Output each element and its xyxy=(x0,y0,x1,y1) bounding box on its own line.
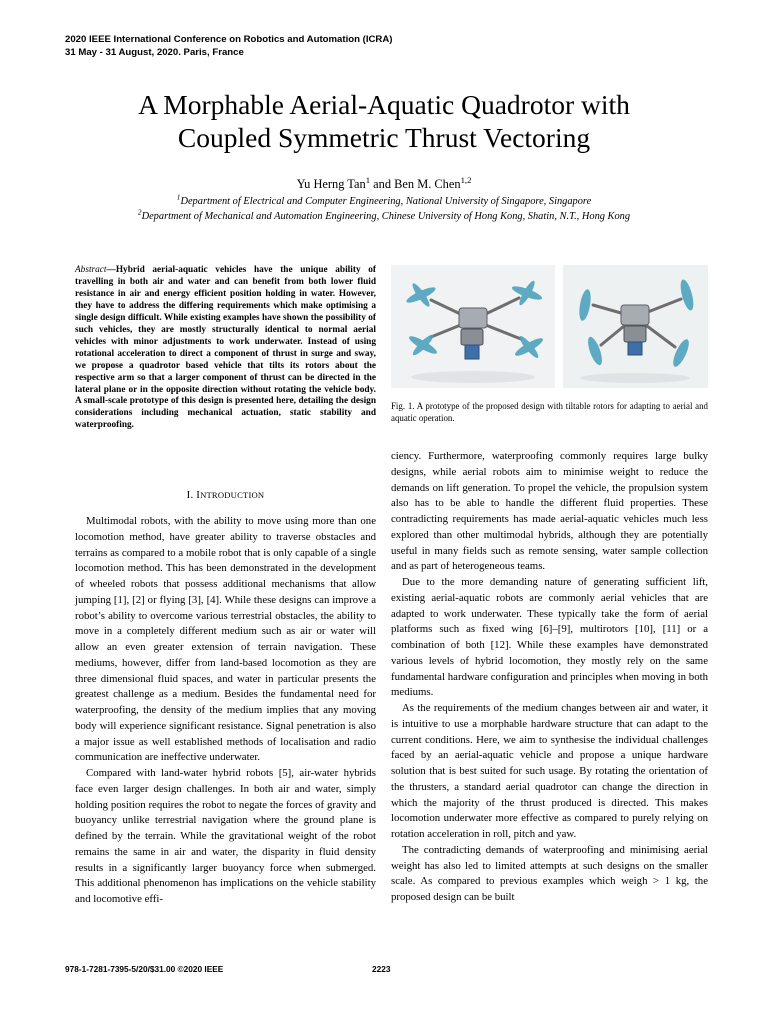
affiliation-text: Department of Electrical and Computer Engineering, National University of Singapore, Singapore xyxy=(180,196,592,207)
body-paragraph: The contradicting demands of waterproofing and minimising aerial weight has also led to limited attempts at such designs on the smaller scale. As compared to previous examples which weigh > 1 kg, the proposed design can be built xyxy=(391,843,708,903)
page-number: 2223 xyxy=(372,964,391,974)
author-conjunction: and xyxy=(373,177,392,191)
title-line-1: A Morphable Aerial-Aquatic Quadrotor with xyxy=(138,89,630,120)
body-paragraph: ciency. Furthermore, waterproofing commonly requires large bulky designs, while aerial robots aim to minimise weight to reduce the demands on lift generation. To propel the vehicle, the propulsion system also has to be able to handle the different fluid properties. These contradicting requirements has made aerial-aquatic vehicles much less explored than other multimodal hybrids, although they are potentially useful in many fields such as remote sensing, water sample collection and as part of heterogeneous teams. xyxy=(391,450,708,573)
affiliation-text: Department of Mechanical and Automation Engineering, Chinese University of Hong Kong, Shatin, N.T., Hong Kong xyxy=(141,211,631,222)
drone-illustration xyxy=(391,265,555,388)
author-superscript: 1 xyxy=(365,174,371,185)
footer-isbn: 978-1-7281-7395-5/20/$31.00 ©2020 IEEE xyxy=(65,964,224,974)
body-paragraph: Compared with land-water hybrid robots [5], air-water hybrids face even larger design challenges. In both air and water, simply holding position requires the robot to negate the forces of gravity and buoyancy unlike terrestrial navigation where the ground plane is defined by the terrain. While the gravitational weight of the robot remains the same in air and water, the disparity in fluid density results in a significantly larger buoyancy force when submerged. This additional phenomenon has implications on the vehicle stability and locomotive effi- xyxy=(75,767,376,905)
conference-name: 2020 IEEE International Conference on Robotics and Automation (ICRA) xyxy=(65,34,393,45)
affiliation-superscript: 2 xyxy=(137,208,142,217)
right-column-body xyxy=(391,449,708,906)
conference-dates: 31 May - 31 August, 2020. Paris, France xyxy=(65,46,244,58)
figure-photo-left xyxy=(391,265,555,388)
section-heading xyxy=(75,489,376,501)
paper-title xyxy=(0,88,768,154)
affiliation xyxy=(0,193,768,207)
affiliation xyxy=(0,208,768,222)
left-column-body xyxy=(75,514,376,908)
author-list xyxy=(0,174,768,192)
author-name: Yu Herng Tan xyxy=(296,177,366,191)
section-numeral: I. xyxy=(186,489,197,501)
figure-photo-right xyxy=(563,265,708,388)
abstract-text: —Hybrid aerial-aquatic vehicles have the unique ability of travelling in both air and water and can benefit from both lower fluid resistance in air and energy efficient position holding in water. However, they have to address the differing requirements which make optimising a single design difficult. While existing examples have shown the possibility of such vehicles, they are mostly structurally identical to normal aerial vehicles with minor adjustments to work underwater. Instead of using rotational acceleration to direct a component of thrust in surge and sway, we propose a quadrotor based vehicle that tilts its rotors about the respective arm so that a larger component of thrust can be directed in the lateral plane or in the opposite direction without rotating the vehicle body. A small-scale prototype of this design is presented here, detailing the design considerations including mechanical actuation, static stability and waterproofing. xyxy=(75,265,376,431)
title-line-2: Coupled Symmetric Thrust Vectoring xyxy=(177,122,591,153)
figure-caption: Fig. 1. A prototype of the proposed design with tiltable rotors for adapting to aerial and aquatic operation. xyxy=(391,401,708,424)
section-title-initial: I xyxy=(196,489,201,501)
body-paragraph: As the requirements of the medium changes between air and water, it is intuitive to use a morphable hardware structure that can adapt to the current conditions. Here, we aim to synthesise the individual challenges faced by an aerial-aquatic vehicle and propose a unique hardware solution that is best suited for such usage. By rotating the orientation of the thrusters, a standard aerial quadrotor can change the direction in which the majority of the thrust produced is directed. This makes locomotion underwater more effective as compared to purely relying on rotation acceleration in roll, pitch and yaw. xyxy=(391,702,708,840)
abstract-label: Abstract xyxy=(75,265,107,275)
section-title-rest: NTRODUCTION xyxy=(200,490,265,500)
body-paragraph: Multimodal robots, with the ability to move using more than one locomotion method, have greater ability to traverse obstacles and terrains as compared to a mobile robot that is only capable of a single locomotion method. This has been demonstrated in the development of wheeled robots that possess additional mechanisms that allow jumping [1], [2] or flying [3], [4]. While these designs can improve a robot’s ability to overcome various terrestrial obstacles, the ability to move in a completely different medium such as air or water will allow an even greater extension of terrain navigation. These mediums, however, differ from land-based locomotion as they are three dimensional fluid spaces, and water in particular presents the greatest challenge as a medium. Besides the fundamental need for waterproofing, the density of the medium implies that any moving body will experience significant resistance. Signal penetration is also a major issue as well established methods of localisation and radio communication are ineffective underwater. xyxy=(75,515,376,764)
affiliation-superscript: 1 xyxy=(176,193,181,202)
abstract xyxy=(75,265,376,432)
drone-illustration xyxy=(563,265,708,388)
author-superscript: 1,2 xyxy=(460,174,472,185)
conference-header xyxy=(65,34,392,59)
drone-body xyxy=(621,305,649,325)
drone-body xyxy=(459,308,487,328)
body-paragraph: Due to the more demanding nature of generating sufficient lift, existing aerial-aquatic robots are commonly aerial vehicles that are adapted to work underwater. These typically take the form of aerial platforms such as fixed wing [6]–[9], multirotors [10], [11] or a combination of both [12]. While these examples have demonstrated various levels of hybrid locomotion, they mostly rely on the same fundamental hardware configuration and principles when moving in both mediums. xyxy=(391,576,708,699)
author-name: Ben M. Chen xyxy=(394,177,461,191)
